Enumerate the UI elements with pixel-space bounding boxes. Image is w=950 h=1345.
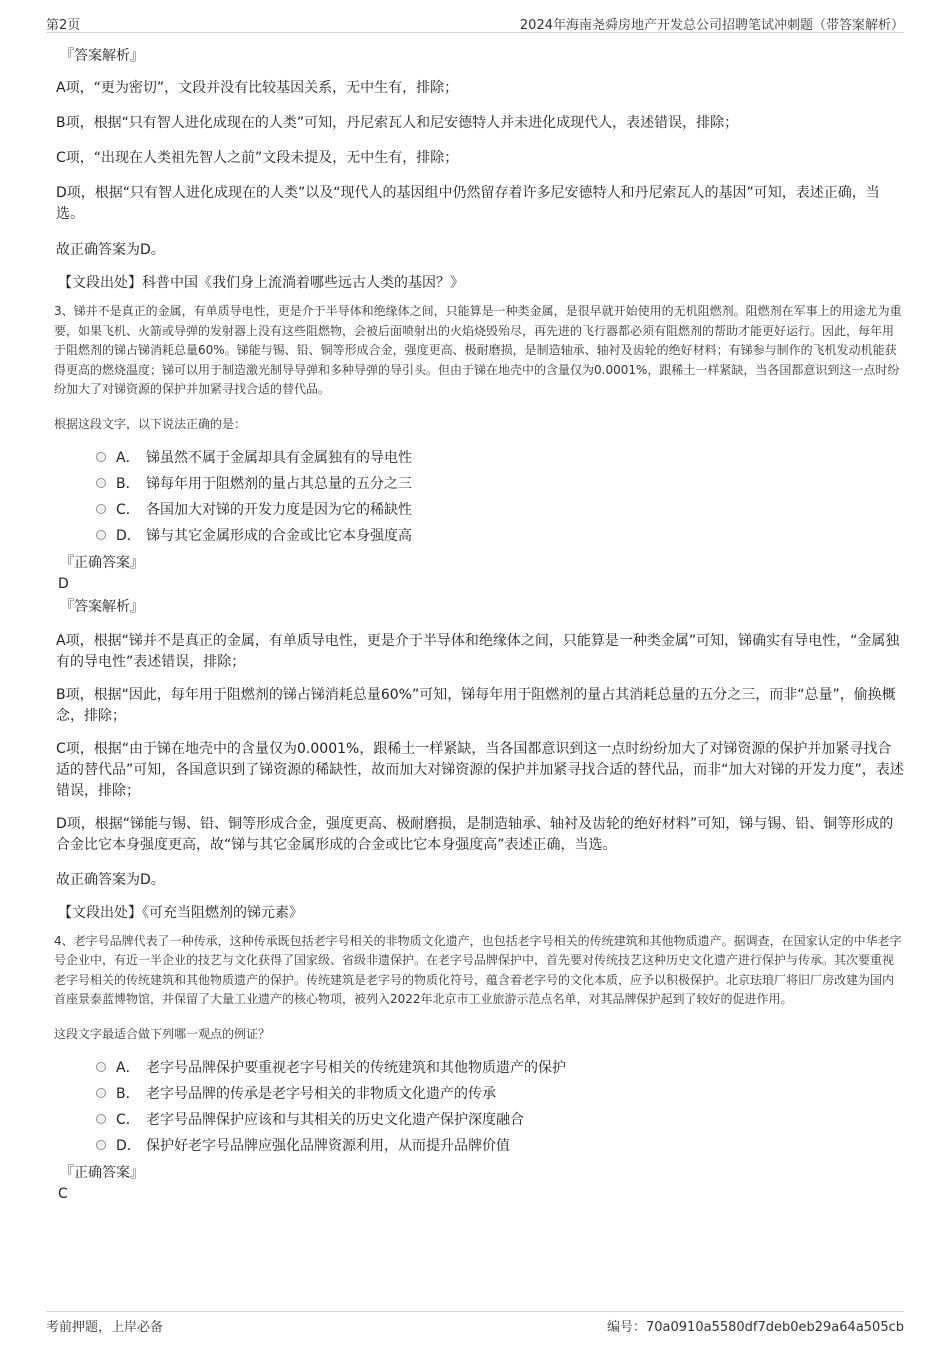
q4-option-b[interactable] bbox=[96, 1080, 904, 1106]
radio-icon[interactable] bbox=[96, 1062, 106, 1072]
q3-answer: D bbox=[58, 575, 69, 592]
radio-icon[interactable] bbox=[96, 530, 106, 540]
q4-option-c[interactable] bbox=[96, 1106, 904, 1132]
q3-analysis-d: D项，根据“锑能与锡、铅、铜等形成合金，强度更高、极耐磨损，是制造轴承、轴衬及齿轮的绝好材料”可知，锑与锡、铅、铜等形成的合金比它本身强度更高，故“锑与其它金属形成的合金或比它本身强度高”表述正确，当选。 bbox=[56, 815, 894, 853]
radio-icon[interactable] bbox=[96, 478, 106, 488]
radio-icon[interactable] bbox=[96, 1088, 106, 1098]
page-footer bbox=[46, 1311, 904, 1334]
option-text: 锑每年用于阻燃剂的量占其总量的五分之三 bbox=[146, 475, 412, 492]
option-letter: D． bbox=[116, 527, 141, 544]
q3-analysis-c: C项，根据“由于锑在地壳中的含量仅为0.0001%，跟稀土一样紧缺，当各国都意识到这一点时纷纷加大了对锑资源的保护并加紧寻找合适的替代品”可知，各国意识到了锑资源的稀缺性，故而加大对锑资源的保护并加紧寻找合适的替代品，而非“加大对锑的开发力度”，表述错误，排除； bbox=[56, 740, 904, 799]
option-letter: A． bbox=[116, 449, 140, 466]
option-letter: B． bbox=[116, 475, 140, 492]
q2-analysis-label: 『答案解析』 bbox=[60, 48, 144, 64]
q3-option-b[interactable] bbox=[96, 470, 904, 496]
q3-option-c[interactable] bbox=[96, 496, 904, 522]
q2-analysis-a: A项，“更为密切”，文段并没有比较基因关系，无中生有，排除； bbox=[56, 80, 459, 96]
option-text: 锑虽然不属于金属却具有金属独有的导电性 bbox=[146, 449, 412, 466]
option-text: 老字号品牌保护要重视老字号相关的传统建筑和其他物质遗产的保护 bbox=[146, 1059, 566, 1076]
q3-conclusion: 故正确答案为D。 bbox=[56, 871, 165, 888]
option-text: 锑与其它金属形成的合金或比它本身强度高 bbox=[146, 527, 412, 544]
option-text: 老字号品牌保护应该和与其相关的历史文化遗产保护深度融合 bbox=[146, 1111, 524, 1128]
radio-icon[interactable] bbox=[96, 1140, 106, 1150]
q3-prompt: 根据这段文字，以下说法正确的是： bbox=[54, 416, 247, 431]
q3-option-d[interactable] bbox=[96, 522, 904, 548]
q2-analysis-b: B项，根据“只有智人进化成现在的人类”可知，丹尼索瓦人和尼安德特人并未进化成现代人，表述错误，排除； bbox=[56, 115, 739, 131]
q3-answer-label: 『正确答案』 bbox=[60, 554, 144, 571]
q3-analysis-b: B项，根据“因此，每年用于阻燃剂的锑占锑消耗总量60%”可知，锑每年用于阻燃剂的量占其消耗总量的五分之三，而非“总量”，偷换概念，排除； bbox=[56, 686, 896, 724]
footer-slogan: 考前押题，上岸必备 bbox=[46, 1320, 164, 1335]
option-letter: C． bbox=[116, 501, 140, 518]
option-text: 保护好老字号品牌应强化品牌资源利用，从而提升品牌价值 bbox=[146, 1137, 510, 1154]
q4-option-d[interactable] bbox=[96, 1132, 904, 1158]
radio-icon[interactable] bbox=[96, 452, 106, 462]
q2-source: 【文段出处】科普中国《我们身上流淌着哪些远古人类的基因？》 bbox=[58, 275, 464, 291]
page-header bbox=[46, 12, 904, 33]
option-text: 各国加大对锑的开发力度是因为它的稀缺性 bbox=[146, 501, 412, 518]
q4-option-a[interactable] bbox=[96, 1054, 904, 1080]
q2-analysis-d: D项，根据“只有智人进化成现在的人类”以及“现代人的基因组中仍然留存着许多尼安德特人和丹尼索瓦人的基因”可知，表述正确，当选。 bbox=[56, 185, 880, 222]
q4-options bbox=[96, 1054, 904, 1158]
q4-text: 4、老字号品牌代表了一种传承，这种传承既包括老字号相关的非物质文化遗产，也包括老字号相关的传统建筑和其他物质遗产。据调查，在国家认定的中华老字号企业中，有近一半企业的技艺与文化获得了国家级、省级非遗保护。在老字号品牌保护中，首先要对传统技艺这种历史文化遗产进行保护与传承。其次要重视老字号相关的传统建筑和其他物质遗产的保护。传统建筑是老字号的物质化符号，蕴含着老字号的文化本质，应予以积极保护。北京珐琅厂将旧厂房改建为国内首座景泰蓝博物馆，并保留了大量工业遗产的核心物项，被列入2022年北京市工业旅游示范点名单，对其品牌保护起到了较好的促进作用。 bbox=[54, 933, 902, 1006]
q3-analysis-label: 『答案解析』 bbox=[60, 598, 144, 615]
q2-analysis-c: C项，“出现在人类祖先智人之前”文段未提及，无中生有，排除； bbox=[56, 150, 459, 166]
q3-options bbox=[96, 444, 904, 548]
option-letter: A． bbox=[116, 1059, 140, 1076]
document-id: 编号：70a0910a5580df7deb0eb29a64a505cb bbox=[607, 1320, 904, 1335]
q3-text: 3、锑并不是真正的金属，有单质导电性，更是介于半导体和绝缘体之间，只能算是一种类金属，是很早就开始使用的无机阻燃剂。阻燃剂在军事上的用途尤为重要，如果飞机、火箭或导弹的发射器上没有这些阻燃物，会被后面喷射出的火焰烧毁殆尽，再先进的飞行器都必须有阻燃剂的帮助才能更好运行。因此，每年用于阻燃剂的锑占锑消耗总量60%。锑能与锡、铅、铜等形成合金，强度更高、极耐磨损，是制造轴承、轴衬及齿轮的绝好材料；有锑参与制作的飞机发动机能获得更高的燃烧温度；锑可以用于制造激光制导导弹和多种导弹的导引头。但由于锑在地壳中的含量仅为0.0001%，跟稀土一样紧缺，当各国都意识到这一点时纷纷加大了对锑资源的保护并加紧寻找合适的替代品。 bbox=[54, 304, 902, 396]
q3-source: 【文段出处】《可充当阻燃剂的锑元素》 bbox=[58, 904, 303, 921]
q4-answer: C bbox=[58, 1185, 68, 1202]
radio-icon[interactable] bbox=[96, 504, 106, 514]
page-number: 第2页 bbox=[46, 18, 81, 33]
option-letter: C． bbox=[116, 1111, 140, 1128]
option-text: 老字号品牌的传承是老字号相关的非物质文化遗产的传承 bbox=[146, 1085, 496, 1102]
option-letter: D． bbox=[116, 1137, 141, 1154]
q4-prompt: 这段文字最适合做下列哪一观点的例证？ bbox=[54, 1026, 271, 1041]
q3-option-a[interactable] bbox=[96, 444, 904, 470]
q4-answer-label: 『正确答案』 bbox=[60, 1164, 144, 1181]
document-title: 2024年海南尧舜房地产开发总公司招聘笔试冲刺题（带答案解析） bbox=[519, 18, 904, 33]
option-letter: B． bbox=[116, 1085, 140, 1102]
q2-conclusion: 故正确答案为D。 bbox=[56, 242, 165, 258]
page-content bbox=[56, 40, 904, 1204]
q3-analysis-a: A项，根据“锑并不是真正的金属，有单质导电性，更是介于半导体和绝缘体之间，只能算是一种类金属”可知，锑确实有导电性，“金属独有的导电性”表述错误，排除； bbox=[56, 632, 900, 670]
radio-icon[interactable] bbox=[96, 1114, 106, 1124]
